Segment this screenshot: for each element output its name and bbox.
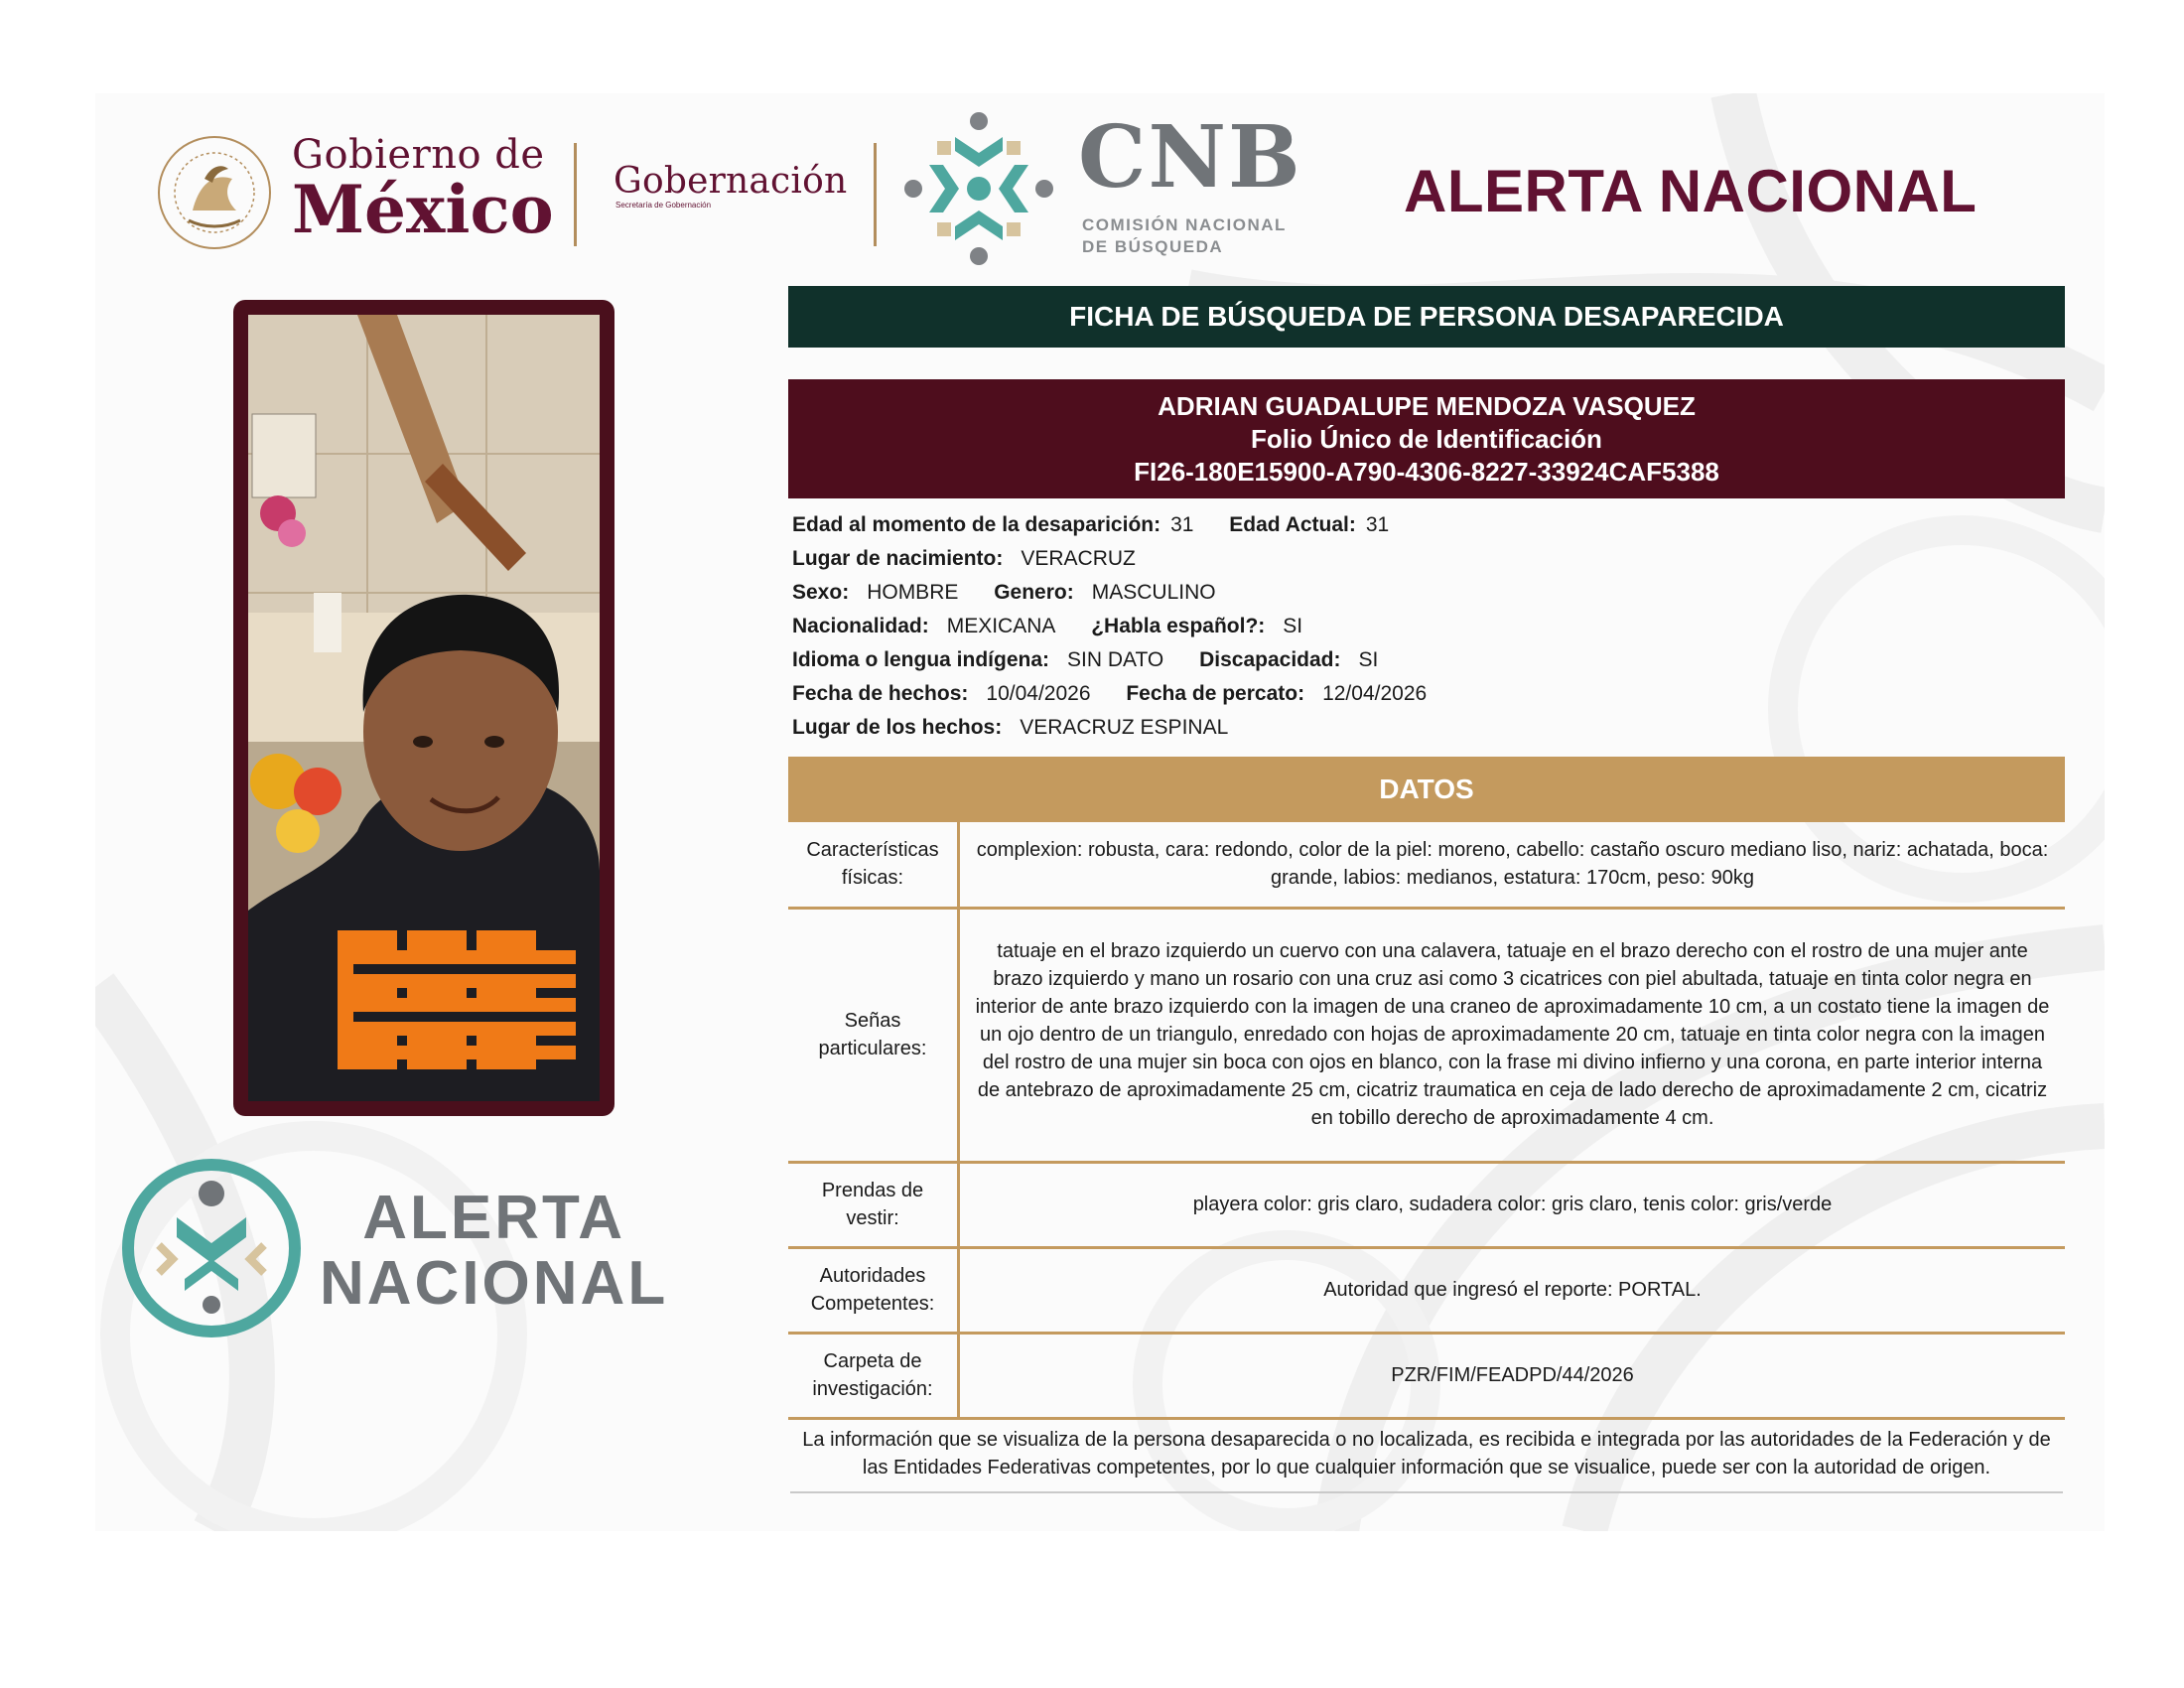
fact-label: Edad Actual:: [1229, 513, 1356, 536]
fact-label: Discapacidad:: [1199, 648, 1341, 671]
fact-label: Idioma o lengua indígena:: [792, 648, 1050, 671]
fact-label: Sexo:: [792, 581, 850, 604]
fact-row: [792, 508, 2063, 542]
alerta-wordmark-line2: NACIONAL: [320, 1249, 669, 1318]
fact-value: VERACRUZ ESPINAL: [1020, 716, 1229, 739]
person-name: ADRIAN GUADALUPE MENDOZA VASQUEZ: [1158, 390, 1696, 421]
alerta-nacional-emblem-icon: [119, 1156, 304, 1340]
fact-label: Genero:: [994, 581, 1074, 604]
table-row: [788, 1333, 2065, 1418]
person-photo-frame: [233, 300, 614, 1116]
folio-label: Folio Único de Identificación: [1251, 423, 1602, 454]
fact-label: Lugar de nacimiento:: [792, 547, 1004, 570]
cnb-emblem-icon: [899, 107, 1058, 270]
datos-label: Señas particulares:: [788, 908, 959, 1162]
table-row: [788, 908, 2065, 1162]
alerta-nacional-wordmark: [320, 1186, 668, 1317]
gobernacion-subtitle: Secretaría de Gobernación: [615, 201, 712, 210]
header-divider: [574, 143, 577, 246]
fact-label: Lugar de los hechos:: [792, 716, 1003, 739]
fact-row: [792, 711, 2063, 745]
cnb-subtitle: [1082, 214, 1287, 258]
fact-value: VERACRUZ: [1021, 547, 1136, 570]
table-row: [788, 1162, 2065, 1247]
header-divider: [874, 143, 877, 246]
fact-value: 31: [1170, 513, 1194, 536]
table-row: [788, 822, 2065, 908]
fact-value: MASCULINO: [1091, 581, 1216, 604]
datos-label: Carpeta de investigación:: [788, 1333, 959, 1418]
datos-value: PZR/FIM/FEADPD/44/2026: [959, 1333, 2066, 1418]
fact-row: [792, 643, 2063, 677]
datos-value: playera color: gris claro, sudadera color: gris claro, tenis color: gris/verde: [959, 1162, 2066, 1247]
gob-line2: México: [292, 171, 554, 248]
fact-label: ¿Habla español?:: [1091, 615, 1266, 637]
fact-value: SI: [1283, 615, 1303, 637]
person-name-box: [788, 379, 2065, 498]
fact-label: Nacionalidad:: [792, 615, 929, 637]
fact-value: HOMBRE: [867, 581, 959, 604]
cnb-sub-line1: COMISIÓN NACIONAL: [1082, 215, 1287, 234]
datos-table: [788, 822, 2065, 1420]
fact-value: SIN DATO: [1067, 648, 1164, 671]
fact-label: Fecha de percato:: [1126, 682, 1305, 705]
alerta-wordmark-line1: ALERTA: [362, 1184, 626, 1252]
datos-label: Autoridades Competentes:: [788, 1247, 959, 1333]
disclaimer-note: La información que se visualiza de la persona desaparecida o no localizada, es recibida e integrada por las autoridades de la Federación y de las Entidades Federativas competentes, por lo que cualquier información que se visualice, puede ser con la autoridad de origen.: [790, 1426, 2063, 1493]
datos-value: complexion: robusta, cara: redondo, color de la piel: moreno, cabello: castaño oscuro mediano liso, nariz: achatada, boca: grande, labios: medianos, estatura: 170cm, peso: 90kg: [959, 822, 2066, 908]
fact-row: [792, 610, 2063, 643]
fact-row: [792, 576, 2063, 610]
fact-value: 31: [1365, 513, 1390, 536]
alerta-nacional-heading: ALERTA NACIONAL: [1404, 158, 1978, 224]
cnb-title: CNB: [1078, 107, 1302, 208]
datos-label: Características físicas:: [788, 822, 959, 908]
gobernacion-logo: Gobernación: [614, 161, 848, 202]
fact-value: 12/04/2026: [1322, 682, 1428, 705]
table-row: [788, 1247, 2065, 1333]
ficha-title-bar: FICHA DE BÚSQUEDA DE PERSONA DESAPARECIDA: [788, 286, 2065, 348]
fact-row: [792, 542, 2063, 576]
gob-line1: Gobierno de: [292, 132, 545, 178]
person-photo: [248, 315, 600, 1101]
mexico-seal-icon: [155, 133, 274, 252]
datos-header: DATOS: [788, 757, 2065, 822]
datos-label: Prendas de vestir:: [788, 1162, 959, 1247]
fact-value: SI: [1358, 648, 1379, 671]
gobierno-de-mexico-logo: [292, 132, 554, 248]
cnb-sub-line2: DE BÚSQUEDA: [1082, 237, 1224, 256]
datos-value: tatuaje en el brazo izquierdo un cuervo con una calavera, tatuaje en el brazo derecho con el rostro de una mujer ante brazo izquierdo y mano un rosario con una cruz asi como 3 cicatrices con piel abultada, tatuaje en tinta color negra en interior de ante brazo izquierdo con la imagen de una craneo de aproximadamente 10 cm, a un costato tiene la imagen de un ojo dentro de un triangulo, enredado con hojas de aproximadamente 20 cm, tatuaje en tinta color negra con la imagen del rostro de una mujer sin boca con ojos en blanco, con la frase mi divino infierno y una corona, en parte interior interna de antebrazo de aproximadamente 25 cm, cicatriz traumatica en ceja de lado derecho de aproximadamente 2 cm, cicatriz en tobillo derecho de aproximadamente 4 cm.: [959, 908, 2066, 1162]
fact-value: 10/04/2026: [986, 682, 1091, 705]
fact-value: MEXICANA: [946, 615, 1056, 637]
alert-sheet: [95, 93, 2105, 1531]
person-facts: [792, 508, 2063, 745]
fact-row: [792, 677, 2063, 711]
fact-label: Fecha de hechos:: [792, 682, 969, 705]
folio-number: FI26-180E15900-A790-4306-8227-33924CAF5388: [1134, 456, 1719, 487]
datos-value: Autoridad que ingresó el reporte: PORTAL.: [959, 1247, 2066, 1333]
fact-label: Edad al momento de la desaparición:: [792, 513, 1161, 536]
